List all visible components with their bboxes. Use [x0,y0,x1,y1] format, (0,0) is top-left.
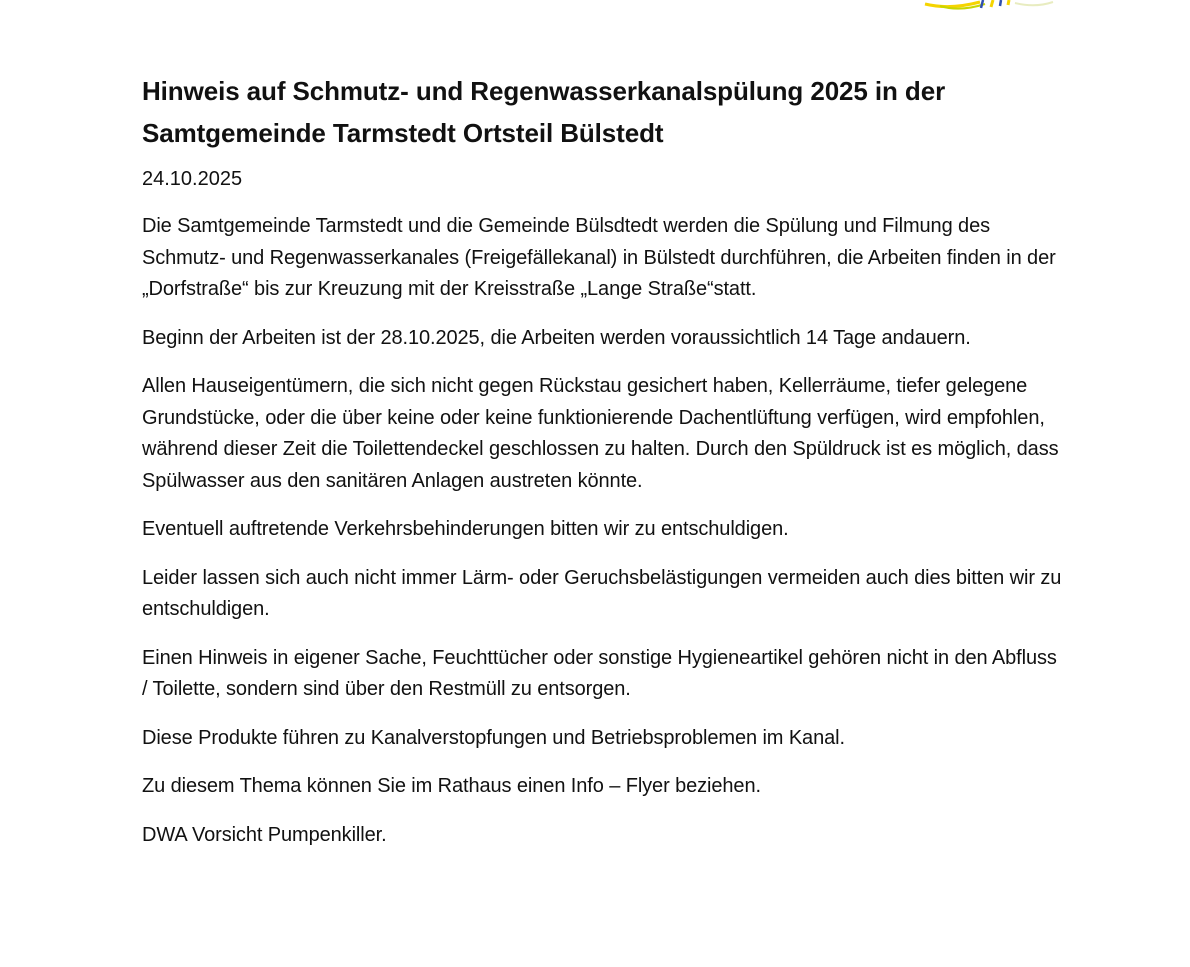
paragraph-spuelung-info: Die Samtgemeinde Tarmstedt und die Gemeinde Bülsdtedt werden die Spülung und Filmung des Schmutz- und Regenwasserkanales (Freigefällekanal) in Bülstedt durchführen, die Arbeiten finden in der „Dorfstraße“ bis zur Kreuzung mit der Kreisstraße „Lange Straße“statt. [142,215,1056,300]
paragraph-laerm: Leider lassen sich auch nicht immer Lärm- oder Geruchsbelästigungen vermeiden auch dies bitten wir zu entschuldigen. [142,566,1062,620]
paragraph-dwa: DWA Vorsicht Pumpenkiller. [142,823,387,846]
paragraph-hinweis: Einen Hinweis in eigener Sache, Feuchttücher oder sonstige Hygieneartikel gehören nicht in den Abfluss / Toilette, sondern sind über den Restmüll zu entsorgen. [142,646,1057,700]
document-page [142,70,1062,868]
paragraph-flyer: Zu diesem Thema können Sie im Rathaus einen Info – Flyer beziehen. [142,775,761,797]
paragraph-beginn: Beginn der Arbeiten ist der 28.10.2025, die Arbeiten werden voraussichtlich 14 Tage andauern. [142,326,971,349]
logo-fragment [905,0,1055,14]
paragraph-hauseigentuemer: Allen Hauseigentümern, die sich nicht gegen Rückstau gesichert haben, Kellerräume, tiefer gelegene Grundstücke, oder die über keine oder keine funktionierende Dachentlüftung verfügen, wird empfohlen, während dieser Zeit die Toilettendeckel geschlossen zu halten. Durch den Spüldruck ist es möglich, dass Spülwasser aus den sanitären Anlagen austreten könnte. [142,375,1059,492]
paragraph-verkehr: Eventuell auftretende Verkehrsbehinderungen bitten wir zu entschuldigen. [142,518,789,540]
document-title: Hinweis auf Schmutz- und Regenwasserkanalspülung 2025 in der Samtgemeinde Tarmstedt Ortsteil Bülstedt [142,76,946,148]
paragraph-produkte: Diese Produkte führen zu Kanalverstopfungen und Betriebsproblemen im Kanal. [142,726,845,749]
logo-icon [905,0,1055,14]
document-date: 24.10.2025 [142,168,243,190]
